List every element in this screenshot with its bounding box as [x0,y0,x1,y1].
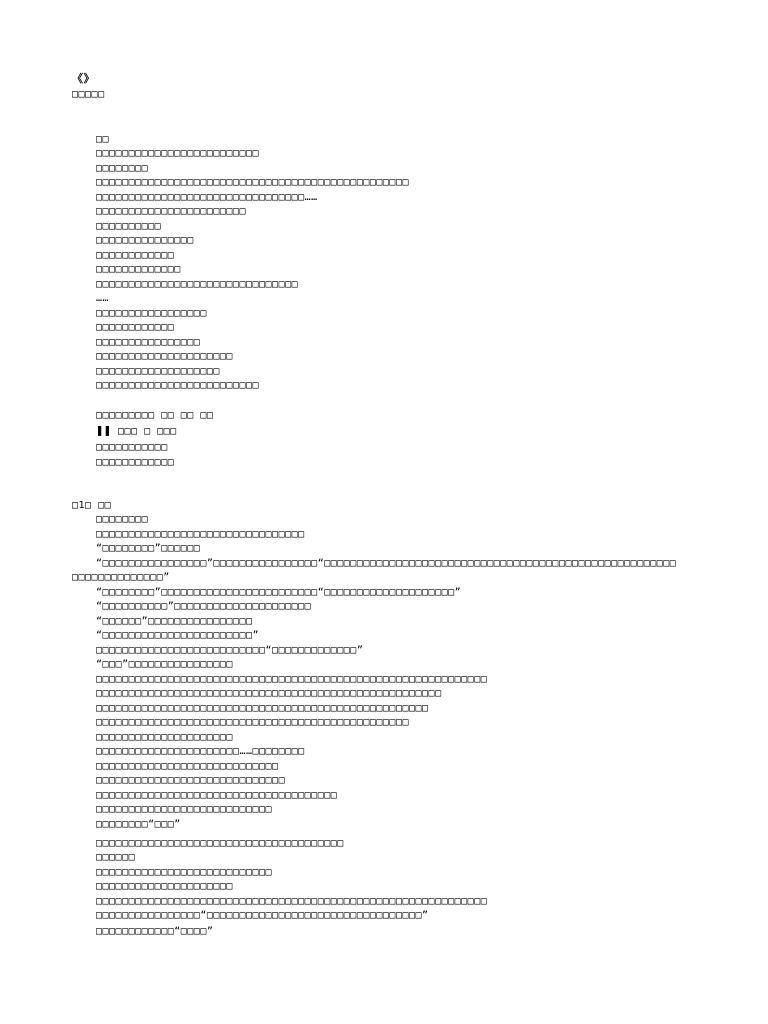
chapter-paragraph-line: “□□□□□□□□”□□□□□□□□□□□□□□□□□□□□□□□□“□□□□□□□□□□□□□□□□□□□□” [96,587,462,598]
chapter-paragraph-line: □□□□□□□□ [96,514,149,525]
chapter-heading: □1□ □□ [72,500,112,511]
intro-line: □□□□□□□□□□□□□□□□□□□□□□□ [96,206,246,217]
intro-line: □□□□□□□□□□□□□□□ [96,235,194,246]
info-line: □□□□□□□□□□□□ [96,457,175,468]
chapter-paragraph-line: □□□□□□□□□□□□□□□□□□□□□□□□□□□□ [96,761,279,772]
intro-line: □□□□□□□□□□□□□□□□□□□□□□□□□□□□□□□□…… [96,192,318,203]
chapter-paragraph-line: □□□□□□□□□□□□□□□□□□□□□□□□□□“□□□□□□□□□□□□□” [96,645,364,656]
intro-line: □□□□□□□□□□□□□□□□□□□□□ [96,351,233,362]
chapter-paragraph-line: “□□□”□□□□□□□□□□□□□□□□ [96,659,233,670]
intro-line: □□□□□□□□□□□□□□□□ [96,337,201,348]
chapter-paragraph-line: □□□□□□□□□□□□□□□□□□□□□□□□□□□□□□□□□□□□□□ [96,838,344,849]
info-line: □□□□□□□□□□□ [96,442,168,453]
document-subtitle: □□□□□ [72,89,105,100]
chapter-paragraph-line: □□□□□□□□□□□□□□□□□□□□□ [96,881,233,892]
chapter-paragraph-line: □□□□□□□□□□□□□□□□□□□□□□□□□□□□□□□□□□□□□□□□□□□□□□□□ [96,717,409,728]
chapter-paragraph-line: □□□□□□□□□□□□“□□□□” [96,926,214,937]
chapter-paragraph-line: □□□□□□□□□□□□□□□□□□□□□□□□□□□□□□□□ [96,529,305,540]
chapter-paragraph-line: □□□□□□□□□□□□□□□□□□□□□□□□□□□□□□□□□□□□□□□□□□□□□□□□□□□□□□□□□□□□ [96,674,488,685]
intro-line: □□□□□□□□□□□□□ [96,264,181,275]
info-line: □□□□□□□□□ □□ □□ □□ [96,410,214,421]
intro-line: □□□□□□□□ [96,163,149,174]
chapter-paragraph-line: □□□□□□□□□□□□□□□□“□□□□□□□□□□□□□□□□□□□□□□□□□□□□□□□□□” [96,910,429,921]
chapter-paragraph-line: □□□□□□□□□□□□□□□□□□□□□□□□□□□□□□□□□□□□□□□□□□□□□□□□□□□□□ [96,688,442,699]
chapter-paragraph-line: □□□□□□□□□□□□□□□□□□□□□□□□□□□□□□□□□□□□□□□□□□□□□□□□□□□ [96,703,429,714]
intro-line: □□□□□□□□□□□□ [96,250,175,261]
intro-line: □□□□□□□□□□□□□□□□□□□□□□□□□ [96,148,260,159]
info-line-text: □□□ □ □□□ [117,426,177,437]
chapter-paragraph-line: □□□□□□□□□□□□□□□□□□□□□□□□□□□ [96,804,273,815]
chapter-paragraph-line: □□□□□□□□□□□□□□□□□□□□□□□□□□□ [96,867,273,878]
chapter-paragraph-line: “□□□□□□”□□□□□□□□□□□□□□□□ [96,616,253,627]
chapter-paragraph-line: □□□□□□ [96,852,136,863]
chapter-paragraph-line: “□□□□□□□□”□□□□□□ [96,543,201,554]
intro-line: □□ [96,134,110,145]
title-mark: 《》 [72,72,95,85]
chapter-paragraph-line: □□□□□□□□□□□□□□□□□□□□□□□□□□□□□□□□□□□□□ [96,790,338,801]
intro-line: □□□□□□□□□□□□□□□□□□□□□□□□□□□□□□□ [96,279,299,290]
chapter-paragraph-line: □□□□□□□□“□□□” [96,819,181,830]
intro-line: □□□□□□□□□□□□□□□□□□□□□□□□□□□□□□□□□□□□□□□□□□□□□□□□ [96,177,409,188]
pause-icon: ❚❚ [96,423,112,437]
intro-line: □□□□□□□□□□□□□□□□□ [96,308,207,319]
chapter-paragraph-line: “□□□□□□□□□□□□□□□□”□□□□□□□□□□□□□□□□“□□□□□□□□□□□□□□□□□□□□□□□□□□□□□□□□□□□□□□□□□□□□□□□□□□□□□□ [96,558,677,569]
chapter-paragraph-line: □□□□□□□□□□□□□□□□□□□□□□……□□□□□□□□ [96,746,305,757]
intro-line: …… [96,293,110,304]
info-line-with-icon [96,423,177,437]
chapter-paragraph-line: □□□□□□□□□□□□□□□□□□□□□□□□□□□□□□□□□□□□□□□□□□□□□□□□□□□□□□□□□□□□ [96,896,488,907]
chapter-paragraph-line: □□□□□□□□□□□□□□□□□□□□□□□□□□□□□ [96,775,286,786]
chapter-paragraph-line: “□□□□□□□□□□□□□□□□□□□□□□□” [96,630,260,641]
intro-line: □□□□□□□□□□ [96,221,162,232]
chapter-paragraph-line: “□□□□□□□□□□”□□□□□□□□□□□□□□□□□□□□□ [96,601,312,612]
intro-line: □□□□□□□□□□□□□□□□□□□ [96,366,220,377]
intro-line: □□□□□□□□□□□□□□□□□□□□□□□□□ [96,380,260,391]
chapter-paragraph-line: □□□□□□□□□□□□□□□□□□□□□ [96,732,233,743]
chapter-paragraph-line: □□□□□□□□□□□□□□” [72,572,170,583]
intro-line: □□□□□□□□□□□□ [96,322,175,333]
